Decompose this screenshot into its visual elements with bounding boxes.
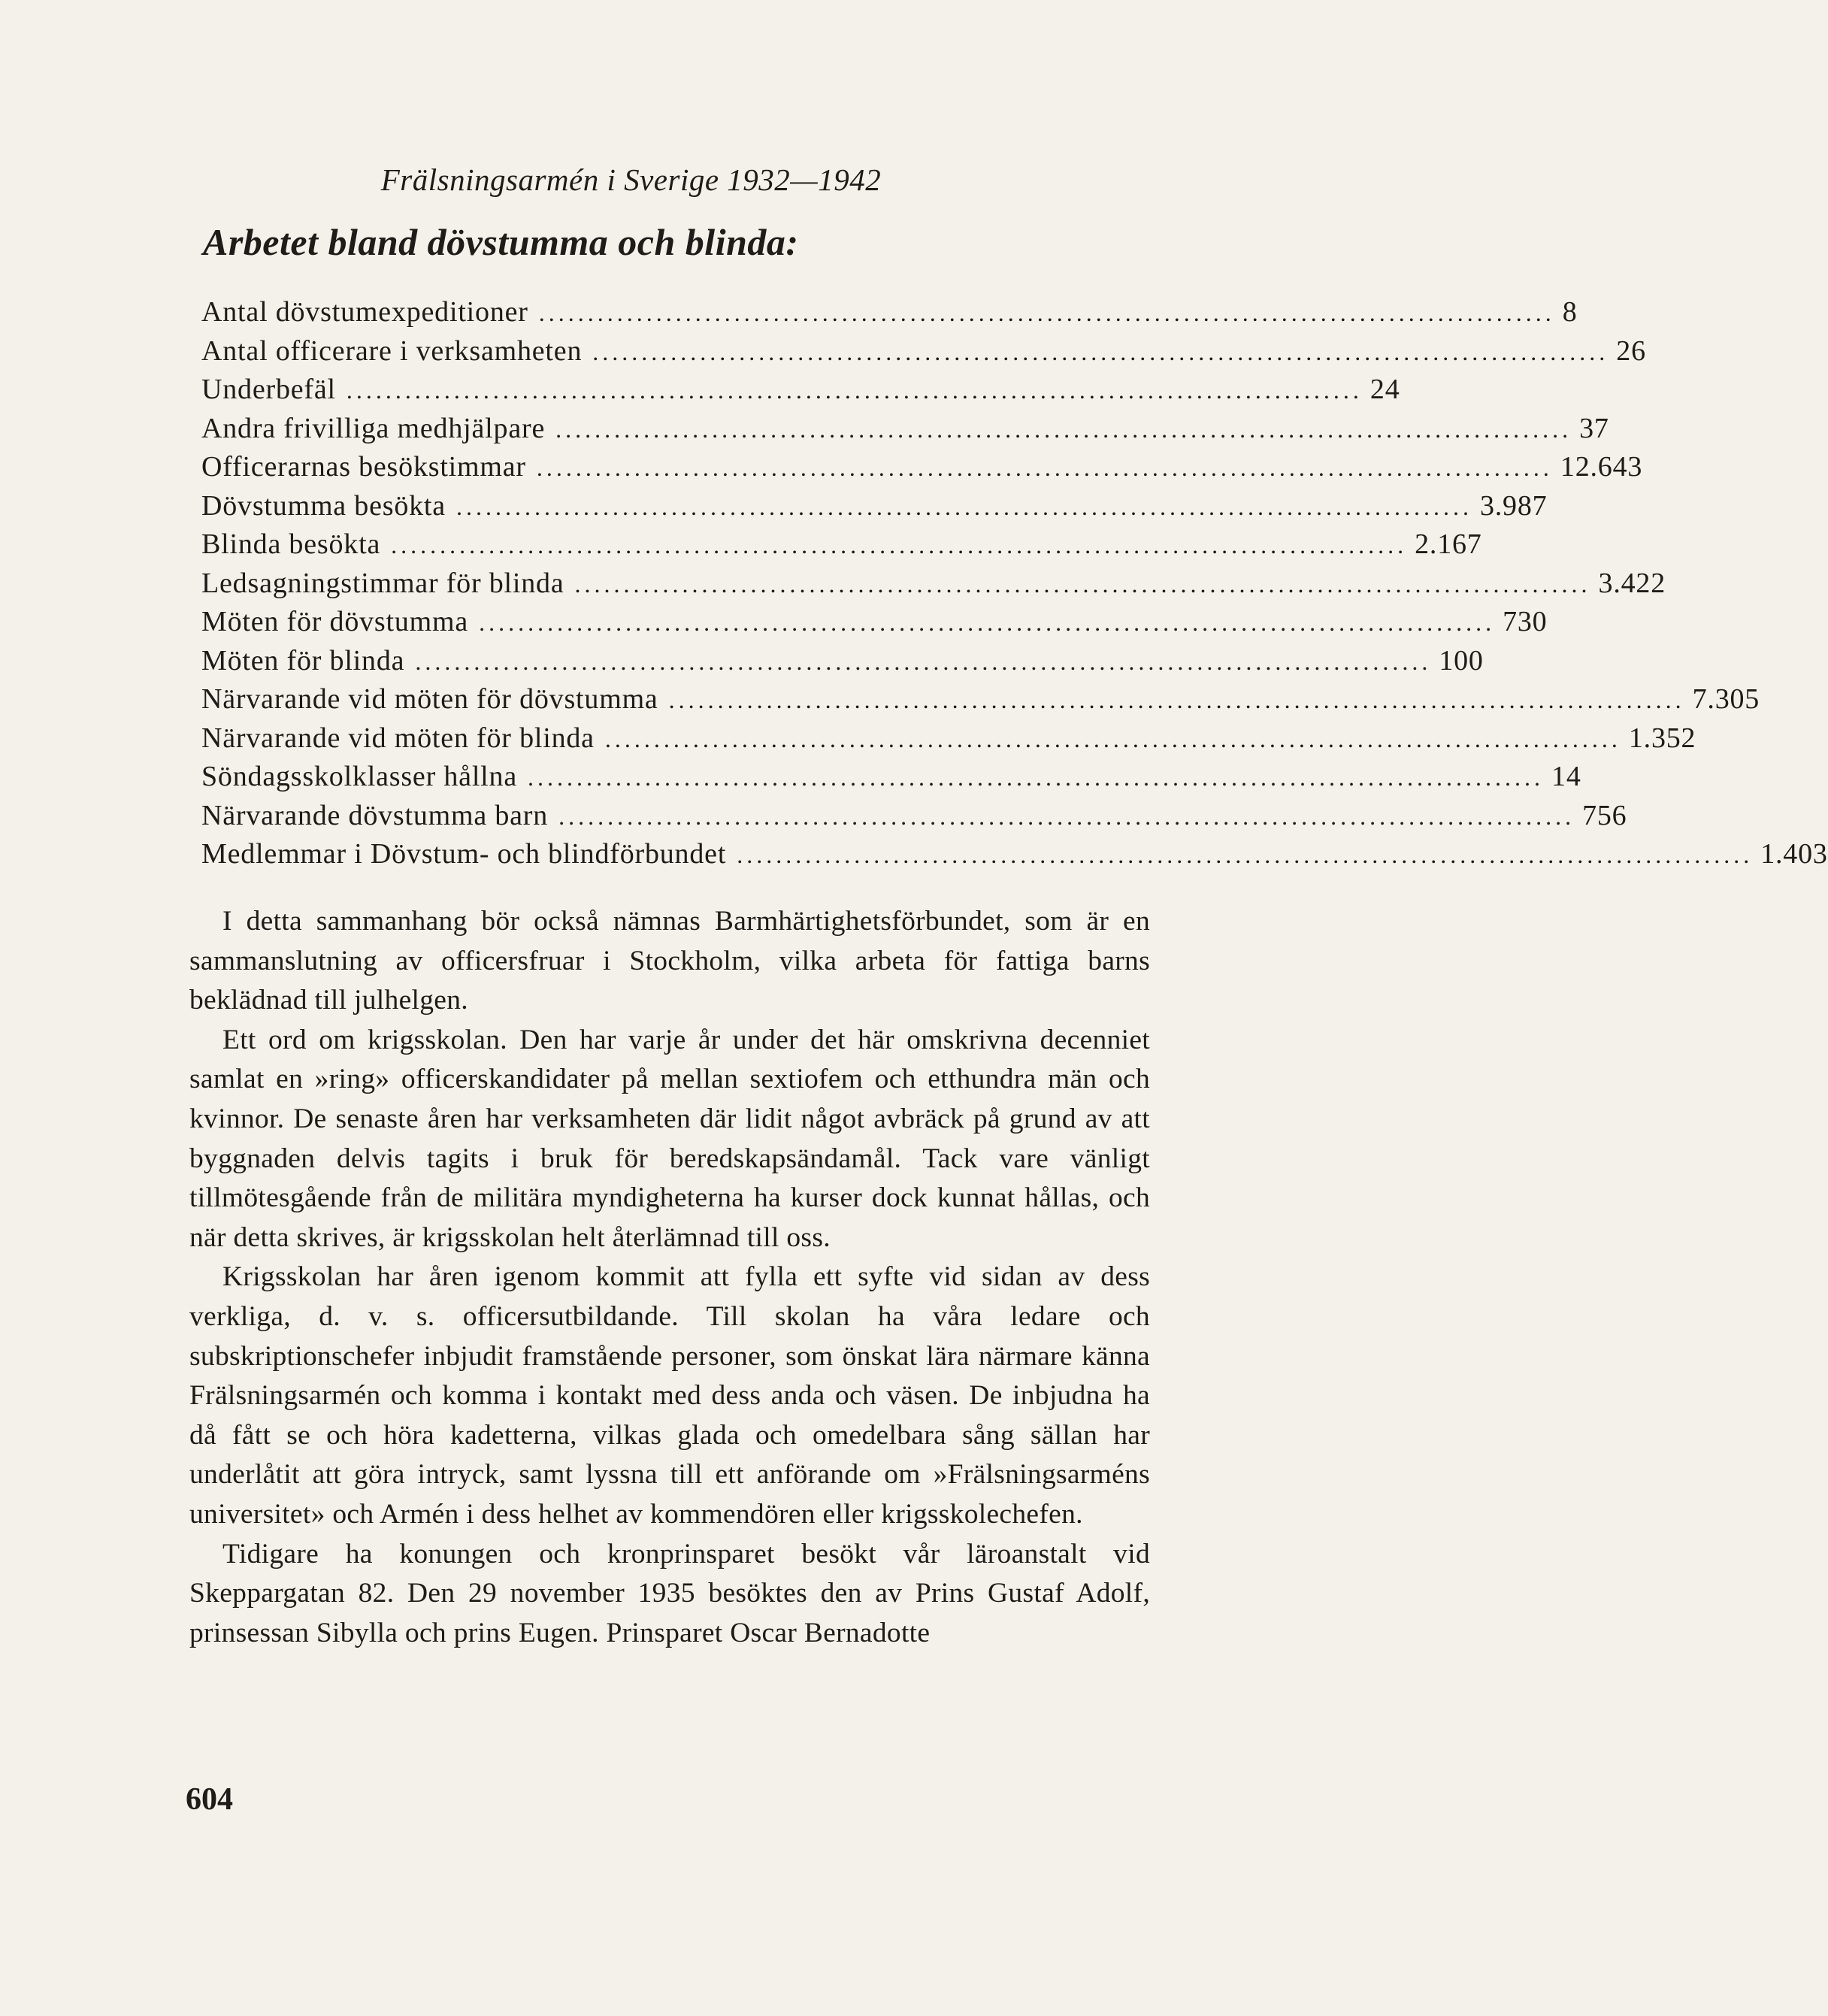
- stat-row: [201, 373, 1400, 412]
- stat-label: Närvarande vid möten för blinda: [201, 722, 595, 754]
- stat-label: Närvarande vid möten för dövstumma: [201, 683, 658, 715]
- stat-value: 1.403: [1760, 838, 1828, 870]
- stat-value: 1.352: [1628, 722, 1696, 754]
- stat-row: [201, 334, 1646, 374]
- stat-value: 26: [1616, 334, 1646, 367]
- stat-value: 756: [1582, 799, 1627, 831]
- stat-label: Medlemmar i Dövstum- och blindförbundet: [201, 838, 727, 870]
- dot-leader: ........................................................................................................: [455, 492, 1472, 520]
- stat-label: Antal dövstumexpeditioner: [201, 296, 528, 328]
- stat-label: Blinda besökta: [201, 528, 381, 560]
- statistics-list: [201, 295, 1828, 876]
- stat-value: 100: [1439, 644, 1484, 677]
- stat-value: 12.643: [1560, 451, 1643, 483]
- stat-value: 7.305: [1692, 683, 1760, 715]
- stat-row: [201, 683, 1760, 722]
- page-number: 604: [186, 1782, 233, 1817]
- dot-leader: ........................................................................................................: [346, 377, 1363, 404]
- paragraph: Krigsskolan har åren igenom kommit att fylla ett syfte vid sidan av dess verkliga, d. v. s. officersutbildande. Till skolan ha våra ledare och subskriptionschefer inbjudit framstående personer, som önskat lära närmare känna Frälsningsarmén och komma i kontakt med dess anda och väsen. De inbjudna ha då fått se och höra kadetterna, vilkas glada och omedelbara sång sällan har underlåtit att göra intryck, samt lyssna till ett anförande om »Frälsningsarméns universitet» och Armén i dess helhet av kommendören eller krigsskolechefen.: [189, 1261, 1150, 1530]
- stat-label: Antal officerare i verksamheten: [201, 334, 583, 367]
- dot-leader: ........................................................................................................: [528, 764, 1545, 791]
- dot-leader: ........................................................................................................: [555, 415, 1572, 443]
- paragraph: I detta sammanhang bör också nämnas Barmhärtighetsförbundet, som är en sammanslutning av officersfruar i Stockholm, vilka arbeta för fattiga barns beklädnad till julhelgen.: [189, 906, 1150, 1016]
- stat-row: [201, 722, 1696, 761]
- stat-row: [201, 605, 1548, 644]
- dot-leader: ........................................................................................................: [558, 802, 1575, 830]
- stat-row: [201, 450, 1643, 489]
- stat-label: Dövstumma besökta: [201, 489, 446, 522]
- stat-row: [201, 412, 1609, 451]
- stat-label: Officerarnas besökstimmar: [201, 451, 526, 483]
- body-text: [189, 902, 1150, 1653]
- stat-label: Söndagsskolklasser hållna: [201, 761, 518, 792]
- stat-row: [201, 567, 1666, 606]
- stat-row: [201, 760, 1581, 799]
- stat-value: 37: [1579, 412, 1609, 444]
- running-head: Frälsningsarmén i Sverige 1932—1942: [380, 162, 882, 197]
- dot-leader: ........................................................................................................: [415, 647, 1432, 675]
- stat-row: [201, 489, 1548, 528]
- dot-leader: ........................................................................................................: [479, 609, 1496, 636]
- paragraph: Tidigare ha konungen och kronprinsparet besökt vår läroanstalt vid Skeppargatan 82. Den 29 november 1935 besöktes den av Prins Gustaf Adolf, prinsessan Sibylla och prins Eugen. Prinsparet Oscar Bernadotte: [189, 1538, 1150, 1648]
- section-heading: Arbetet bland dövstumma och blinda:: [203, 221, 799, 263]
- stat-label: Möten för dövstumma: [201, 606, 469, 637]
- dot-leader: ........................................................................................................: [538, 299, 1555, 326]
- dot-leader: ........................................................................................................: [391, 531, 1408, 558]
- dot-leader: ........................................................................................................: [737, 841, 1754, 868]
- stat-value: 730: [1503, 606, 1548, 637]
- dot-leader: ........................................................................................................: [536, 454, 1553, 481]
- stat-label: Underbefäl: [201, 374, 336, 405]
- stat-row: [201, 837, 1828, 876]
- stat-value: 2.167: [1415, 528, 1482, 560]
- stat-row: [201, 799, 1627, 838]
- stat-value: 3.987: [1479, 489, 1548, 522]
- dot-leader: ........................................................................................................: [604, 725, 1621, 752]
- stat-label: Möten för blinda: [201, 644, 405, 677]
- dot-leader: ........................................................................................................: [592, 338, 1609, 365]
- paragraph: Ett ord om krigsskolan. Den har varje år under det här omskrivna decenniet samlat en »ring» officerskandidater på mellan sextiofem och etthundra män och kvinnor. De senaste åren har verksamheten där lidit något avbräck på grund av att byggnaden delvis tagits i bruk för beredskapsändamål. Tack vare vänligt tillmötesgående från de militära myndigheterna ha kurser dock kunnat hållas, och när detta skrives, är krigsskolan helt återlämnad till oss.: [189, 1024, 1150, 1253]
- stat-label: Närvarande dövstumma barn: [201, 799, 549, 831]
- stat-row: [201, 528, 1482, 567]
- dot-leader: ........................................................................................................: [668, 686, 1685, 713]
- stat-value: 8: [1562, 296, 1578, 328]
- stat-value: 24: [1369, 374, 1400, 405]
- stat-row: [201, 295, 1578, 334]
- dot-leader: ........................................................................................................: [574, 570, 1591, 598]
- stat-label: Andra frivilliga medhjälpare: [201, 412, 546, 444]
- stat-value: 14: [1551, 761, 1581, 792]
- stat-label: Ledsagningstimmar för blinda: [201, 567, 564, 599]
- stat-row: [201, 644, 1484, 683]
- stat-value: 3.422: [1598, 567, 1666, 599]
